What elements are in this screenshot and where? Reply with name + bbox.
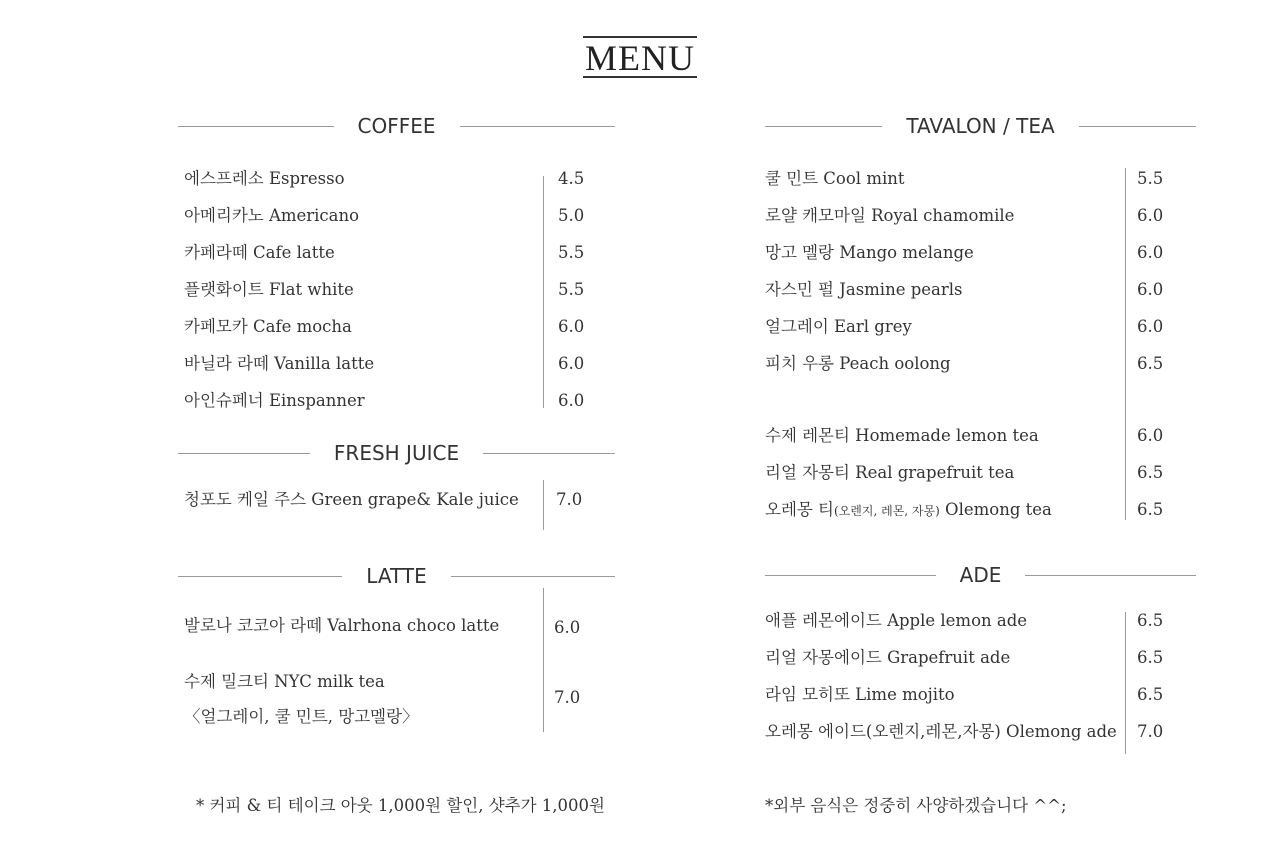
divider-line: [765, 575, 936, 576]
menu-item-grapefruit-ade: 리얼 자몽에이드 Grapefruit ade: [765, 648, 1011, 667]
menu-title-text: MENU: [585, 38, 695, 78]
menu-title: [0, 36, 1280, 78]
olemong-tea-ingredients: (오렌지, 레몬, 자몽): [834, 504, 940, 518]
menu-item-cool-mint: 쿨 민트 Cool mint: [765, 169, 905, 188]
price-peach-oolong: 6.5: [1137, 354, 1164, 373]
divider-line: [765, 126, 882, 127]
price-mango-melange: 6.0: [1137, 243, 1164, 262]
divider-line: [178, 453, 310, 454]
menu-item-earl-grey: 얼그레이 Earl grey: [765, 317, 912, 336]
fresh-juice-section-header: [178, 438, 615, 468]
divider-line: [460, 126, 616, 127]
menu-item-mango-melange: 망고 멜랑 Mango melange: [765, 243, 974, 262]
menu-item-real-grapefruit-tea: 리얼 자몽티 Real grapefruit tea: [765, 463, 1015, 482]
tea-heading: TAVALON / TEA: [906, 114, 1055, 138]
menu-item-olemong-ade: 오레몽 에이드(오렌지,레몬,자몽) Olemong ade: [765, 722, 1117, 741]
divider-line: [178, 576, 342, 577]
price-grapefruit-ade: 6.5: [1137, 648, 1164, 667]
price-royal-chamomile: 6.0: [1137, 206, 1164, 225]
menu-item-vanilla-latte: 바닐라 라떼 Vanilla latte: [184, 354, 375, 373]
ade-section-header: [765, 560, 1196, 590]
tea-section-header: [765, 111, 1196, 141]
menu-item-nyc-milk-tea-options: 〈얼그레이, 쿨 민트, 망고멜랑〉: [184, 707, 419, 726]
price-valrhona-choco-latte: 6.0: [554, 618, 581, 637]
price-cool-mint: 5.5: [1137, 169, 1164, 188]
menu-item-lime-mojito: 라임 모히또 Lime mojito: [765, 685, 955, 704]
price-homemade-lemon-tea: 6.0: [1137, 426, 1164, 445]
menu-item-green-grape-kale-juice: 청포도 케일 주스 Green grape& Kale juice: [184, 490, 519, 509]
price-green-grape-kale-juice: 7.0: [556, 490, 583, 509]
latte-section-header: [178, 561, 615, 591]
menu-item-cafe-mocha: 카페모카 Cafe mocha: [184, 317, 352, 336]
menu-item-peach-oolong: 피치 우롱 Peach oolong: [765, 354, 951, 373]
price-einspanner: 6.0: [558, 391, 585, 410]
price-olemong-ade: 7.0: [1137, 722, 1164, 741]
ade-heading: ADE: [959, 563, 1002, 587]
price-espresso: 4.5: [558, 169, 585, 188]
takeout-discount-note: * 커피 & 티 테이크 아웃 1,000원 할인, 샷추가 1,000원: [196, 796, 605, 815]
price-real-grapefruit-tea: 6.5: [1137, 463, 1164, 482]
menu-item-espresso: 에스프레소 Espresso: [184, 169, 345, 188]
olemong-tea-english: Olemong tea: [939, 500, 1052, 519]
fresh-juice-heading: FRESH JUICE: [333, 441, 460, 465]
price-earl-grey: 6.0: [1137, 317, 1164, 336]
menu-item-flat-white: 플랫화이트 Flat white: [184, 280, 354, 299]
divider-line: [451, 576, 615, 577]
olemong-tea-korean: 오레몽 티: [765, 500, 835, 519]
price-jasmine-pearls: 6.0: [1137, 280, 1164, 299]
divider-line: [178, 126, 334, 127]
coffee-heading: COFFEE: [357, 114, 436, 138]
latte-price-divider: [543, 588, 544, 732]
menu-item-einspanner: 아인슈페너 Einspanner: [184, 391, 365, 410]
price-flat-white: 5.5: [558, 280, 585, 299]
menu-item-jasmine-pearls: 자스민 펄 Jasmine pearls: [765, 280, 963, 299]
menu-item-valrhona-choco-latte: 발로나 코코아 라떼 Valrhona choco latte: [184, 616, 500, 635]
price-nyc-milk-tea: 7.0: [554, 688, 581, 707]
menu-item-apple-lemon-ade: 애플 레몬에이드 Apple lemon ade: [765, 611, 1028, 630]
price-americano: 5.0: [558, 206, 585, 225]
divider-line: [1025, 575, 1196, 576]
coffee-price-divider: [543, 176, 544, 408]
price-cafe-latte: 5.5: [558, 243, 585, 262]
tea-price-divider: [1125, 168, 1126, 520]
menu-item-cafe-latte: 카페라떼 Cafe latte: [184, 243, 335, 262]
divider-line: [483, 453, 615, 454]
price-apple-lemon-ade: 6.5: [1137, 611, 1164, 630]
price-vanilla-latte: 6.0: [558, 354, 585, 373]
price-lime-mojito: 6.5: [1137, 685, 1164, 704]
latte-heading: LATTE: [366, 564, 427, 588]
coffee-section-header: [178, 111, 615, 141]
price-cafe-mocha: 6.0: [558, 317, 585, 336]
menu-item-olemong-tea: [765, 499, 1052, 522]
menu-item-nyc-milk-tea: 수제 밀크티 NYC milk tea: [184, 672, 385, 691]
ade-price-divider: [1125, 612, 1126, 754]
menu-item-royal-chamomile: 로얄 캐모마일 Royal chamomile: [765, 206, 1015, 225]
menu-item-americano: 아메리카노 Americano: [184, 206, 360, 225]
juice-price-divider: [543, 480, 544, 530]
divider-line: [1079, 126, 1196, 127]
menu-item-homemade-lemon-tea: 수제 레몬티 Homemade lemon tea: [765, 426, 1039, 445]
price-olemong-tea: 6.5: [1137, 500, 1164, 519]
outside-food-note: *외부 음식은 정중히 사양하겠습니다 ^^;: [765, 796, 1067, 815]
